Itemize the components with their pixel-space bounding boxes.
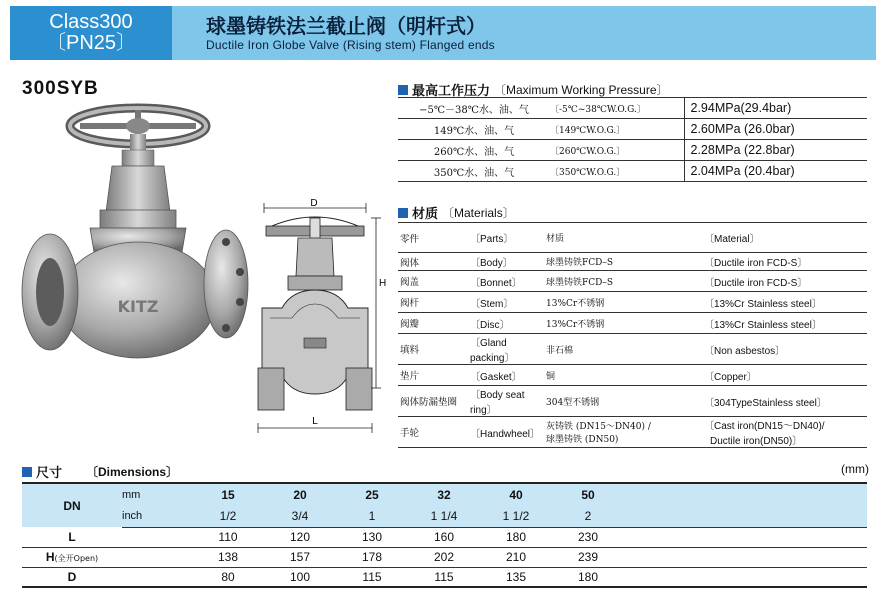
pressure-cell-value: 2.28MPa (22.8bar) <box>684 140 867 161</box>
dimension-label-cell <box>22 567 122 587</box>
handwheel-mat-en-line2: Ductile iron(DN50)〕 <box>710 436 803 447</box>
dn-mm-cell: 20 <box>264 483 336 505</box>
materials-col-part-en: 〔Parts〕 <box>470 223 546 253</box>
dimension-value-cell: 138 <box>192 547 264 567</box>
dn-mm-cell: 15 <box>192 483 264 505</box>
dimensions-heading <box>22 462 178 481</box>
table-row <box>398 386 867 417</box>
pressure-cell-en: 〔-5℃~38℃W.O.G.〕 <box>550 98 684 119</box>
pressure-table <box>398 97 867 182</box>
mm-label: mm <box>122 483 192 505</box>
material-cell-mat_en: 〔13%Cr Stainless steel〕 <box>704 313 867 334</box>
materials-heading <box>398 203 515 222</box>
dimension-value-cell: 157 <box>264 547 336 567</box>
dimension-label: H <box>45 550 55 564</box>
section-square-icon <box>398 208 408 218</box>
dimension-value-cell: 180 <box>480 527 552 547</box>
pressure-cell-en: 〔350℃W.O.G.〕 <box>550 161 684 182</box>
material-cell-mat_zh: 304型不锈钢 <box>546 386 704 417</box>
material-cell-mat_en: 〔Non asbestos〕 <box>704 334 867 365</box>
pressure-cell-zh: 149℃水、油、气 <box>398 119 550 140</box>
dimension-value-cell: 115 <box>408 567 480 587</box>
model-number: 300SYB <box>22 78 99 99</box>
materials-col-part-zh: 零件 <box>398 223 470 253</box>
dn-inch-cell: 1 <box>336 505 408 527</box>
material-cell-part_zh: 阀瓣 <box>398 313 470 334</box>
dimension-value-cell: 180 <box>552 567 624 587</box>
dimensions-mm-row <box>22 483 867 505</box>
table-row <box>398 119 867 140</box>
material-cell-part_zh: 填料 <box>398 334 470 365</box>
dn-label: DN <box>22 483 122 527</box>
dim-d-label: D <box>310 198 318 209</box>
materials-heading-zh: 材质 <box>412 207 439 222</box>
filler-cell <box>624 567 867 587</box>
empty-cell <box>122 567 192 587</box>
pressure-heading-en: 〔Maximum Working Pressure〕 <box>494 83 669 97</box>
material-cell-mat_en: 〔Ductile iron FCD-S〕 <box>704 271 867 292</box>
material-cell-mat_zh: 球墨铸铁FCD–S <box>546 271 704 292</box>
material-cell-part_en: 〔Body seat ring〕 <box>470 386 546 417</box>
dn-mm-cell: 50 <box>552 483 624 505</box>
dimensions-heading-zh: 尺寸 <box>36 466 63 481</box>
table-row <box>398 271 867 292</box>
pressure-cell-en: 〔260℃W.O.G.〕 <box>550 140 684 161</box>
table-row <box>398 98 867 119</box>
table-row <box>22 567 867 587</box>
dimensions-table <box>22 482 867 588</box>
dimension-value-cell: 120 <box>264 527 336 547</box>
filler-cell <box>624 483 867 505</box>
pressure-cell-zh: −5℃－38℃水、油、气 <box>398 98 550 119</box>
material-cell-mat_zh: 铜 <box>546 365 704 386</box>
dimension-note: (全开Open) <box>54 554 99 563</box>
dn-mm-cell: 40 <box>480 483 552 505</box>
table-row <box>398 292 867 313</box>
material-cell-part_en: 〔Gland packing〕 <box>470 334 546 365</box>
pn-label: 〔PN25〕 <box>45 32 137 54</box>
dimension-label-cell <box>22 547 122 567</box>
dim-h-label: H <box>379 278 387 289</box>
dimension-value-cell: 100 <box>264 567 336 587</box>
material-cell-part_zh: 阀体 <box>398 253 470 271</box>
dimension-value-cell: 130 <box>336 527 408 547</box>
filler-cell <box>624 527 867 547</box>
material-cell-mat_en: 〔Ductile iron FCD-S〕 <box>704 253 867 271</box>
dimension-value-cell: 178 <box>336 547 408 567</box>
table-row <box>22 547 867 567</box>
unit-label: (mm) <box>841 462 869 476</box>
dimension-value-cell: 202 <box>408 547 480 567</box>
pressure-cell-zh: 260℃水、油、气 <box>398 140 550 161</box>
table-row <box>398 313 867 334</box>
material-cell-part_en: 〔Disc〕 <box>470 313 546 334</box>
section-square-icon <box>22 467 32 477</box>
pressure-cell-value: 2.94MPa(29.4bar) <box>684 98 867 119</box>
handwheel-part-zh: 手轮 <box>398 417 470 448</box>
materials-table <box>398 222 867 448</box>
empty-cell <box>122 547 192 567</box>
dimension-value-cell: 110 <box>192 527 264 547</box>
material-cell-part_zh: 垫片 <box>398 365 470 386</box>
material-cell-part_zh: 阀体防漏垫圈 <box>398 386 470 417</box>
table-row <box>398 417 867 448</box>
pressure-cell-value: 2.60MPa (26.0bar) <box>684 119 867 140</box>
empty-cell <box>122 527 192 547</box>
class-label: Class300 <box>49 11 133 33</box>
dimension-value-cell: 230 <box>552 527 624 547</box>
dn-inch-cell: 1 1/2 <box>480 505 552 527</box>
dimension-value-cell: 135 <box>480 567 552 587</box>
material-cell-mat_en: 〔13%Cr Stainless steel〕 <box>704 292 867 313</box>
material-cell-mat_zh: 13%Cr不锈钢 <box>546 313 704 334</box>
dn-inch-cell: 2 <box>552 505 624 527</box>
class-badge <box>10 6 172 60</box>
handwheel-part-en: 〔Handwheel〕 <box>470 417 546 448</box>
table-row <box>398 161 867 182</box>
pressure-heading-zh: 最高工作压力 <box>412 84 491 99</box>
material-cell-part_zh: 阀盖 <box>398 271 470 292</box>
material-cell-part_en: 〔Stem〕 <box>470 292 546 313</box>
materials-col-mat-en: 〔Material〕 <box>704 223 867 253</box>
dimension-value-cell: 160 <box>408 527 480 547</box>
dimension-value-cell: 115 <box>336 567 408 587</box>
materials-header-row <box>398 223 867 253</box>
dn-inch-cell: 1 1/4 <box>408 505 480 527</box>
dimension-value-cell: 210 <box>480 547 552 567</box>
table-row <box>22 527 867 547</box>
section-drawing <box>252 198 387 436</box>
section-square-icon <box>398 85 408 95</box>
material-cell-mat_en: 〔Copper〕 <box>704 365 867 386</box>
material-cell-part_zh: 阀杆 <box>398 292 470 313</box>
inch-label: inch <box>122 505 192 527</box>
valve-photo <box>20 102 250 422</box>
materials-col-mat-zh: 材质 <box>546 223 704 253</box>
pressure-cell-zh: 350℃水、油、气 <box>398 161 550 182</box>
table-row <box>398 365 867 386</box>
page-title-zh: 球墨铸铁法兰截止阀（明杆式） <box>206 14 486 38</box>
dimension-value-cell: 80 <box>192 567 264 587</box>
dimension-label: L <box>68 529 76 544</box>
handwheel-mat-zh-line1: 灰铸铁 (DN15～DN40) / <box>546 422 651 432</box>
dimension-label: D <box>67 569 77 584</box>
dimension-value-cell: 239 <box>552 547 624 567</box>
pressure-cell-value: 2.04MPa (20.4bar) <box>684 161 867 182</box>
material-cell-mat_zh: 非石棉 <box>546 334 704 365</box>
table-row <box>398 140 867 161</box>
dim-l-label: L <box>312 416 318 427</box>
material-cell-part_en: 〔Body〕 <box>470 253 546 271</box>
material-cell-mat_zh: 13%Cr不锈钢 <box>546 292 704 313</box>
table-row <box>398 334 867 365</box>
dn-inch-cell: 3/4 <box>264 505 336 527</box>
handwheel-mat-en-line1: 〔Cast iron(DN15～DN40)/ <box>704 421 825 432</box>
dimension-label-cell <box>22 527 122 547</box>
dn-mm-cell: 25 <box>336 483 408 505</box>
handwheel-material-en <box>704 417 867 448</box>
table-row <box>398 253 867 271</box>
material-cell-mat_zh: 球墨铸铁FCD–S <box>546 253 704 271</box>
page-title-en: Ductile Iron Globe Valve (Rising stem) Flanged ends <box>206 38 495 52</box>
dimensions-heading-en: 〔Dimensions〕 <box>86 465 179 479</box>
filler-cell <box>624 547 867 567</box>
material-cell-mat_en: 〔304TypeStainless steel〕 <box>704 386 867 417</box>
pressure-cell-en: 〔149℃W.O.G.〕 <box>550 119 684 140</box>
handwheel-material-zh <box>546 417 704 448</box>
dimensions-inch-row <box>22 505 867 527</box>
filler-cell <box>624 505 867 527</box>
materials-heading-en: 〔Materials〕 <box>442 206 515 220</box>
dn-mm-cell: 32 <box>408 483 480 505</box>
handwheel-mat-zh-line2: 球墨铸铁 (DN50) <box>546 435 619 445</box>
material-cell-part_en: 〔Bonnet〕 <box>470 271 546 292</box>
dn-inch-cell: 1/2 <box>192 505 264 527</box>
svg-text:KITZ: KITZ <box>117 297 159 316</box>
material-cell-part_en: 〔Gasket〕 <box>470 365 546 386</box>
